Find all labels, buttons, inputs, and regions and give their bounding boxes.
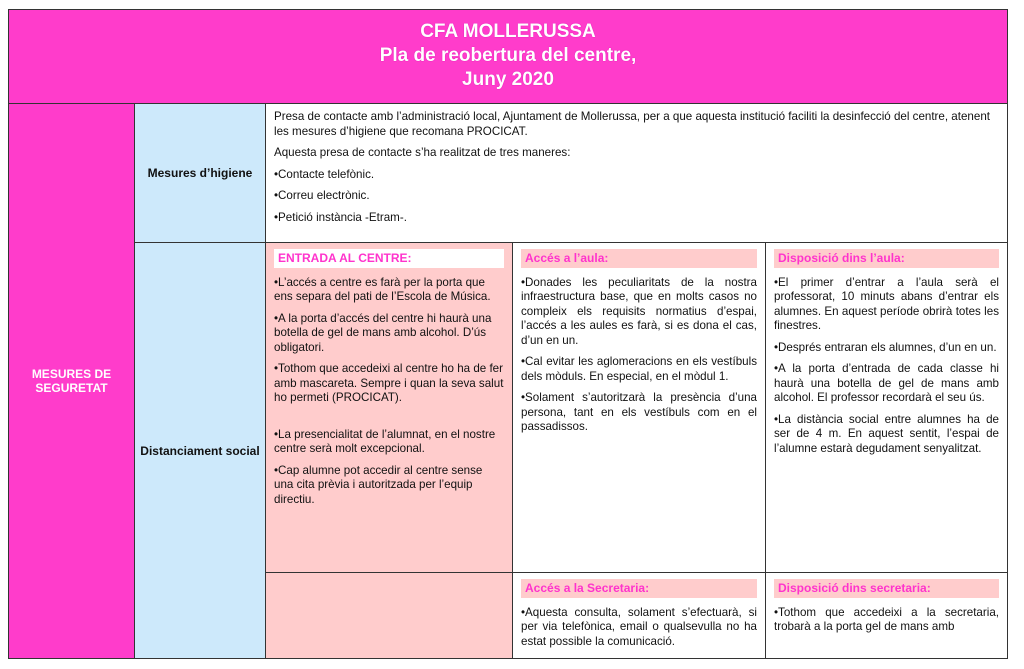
hygiene-label: Mesures d’higiene bbox=[134, 103, 266, 243]
acces-secretaria-section bbox=[512, 572, 766, 659]
list-item: •Tothom que accedeixi al centre ho ha de fer amb mascareta. Sempre i quan la seva salut ho permeti (PROCICAT). bbox=[274, 362, 504, 404]
disposicio-aula-section bbox=[765, 242, 1008, 573]
list-item: •L’accés a centre es farà per la porta que ens separa del pati de l’Escola de Música. bbox=[274, 275, 491, 303]
list-item: •La presencialitat de l’alumnat, en el nostre centre serà molt excepcional. bbox=[274, 427, 496, 455]
list-item: •Cap alumne pot accedir al centre sense una cita prèvia i autoritzada per l’equip directiu. bbox=[274, 463, 483, 506]
list-item: •Cal evitar les aglomeracions en els vestíbuls dels mòduls. En especial, en el mòdul 1. bbox=[521, 355, 757, 383]
empty-cell bbox=[265, 572, 513, 659]
list-item: •El primer d’entrar a l’aula serà el professorat, 10 minuts abans d’entrar els alumnes. En aquest període obrirà totes les finestres. bbox=[774, 275, 999, 332]
section-title: Disposició dins secretaria: bbox=[774, 579, 999, 598]
document-header bbox=[8, 9, 1008, 104]
section-title: Accés a la Secretaria: bbox=[521, 579, 757, 598]
header-subtitle: Pla de reobertura del centre, bbox=[379, 45, 637, 66]
section-title: Disposició dins l’aula: bbox=[774, 249, 999, 268]
distancing-label: Distanciament social bbox=[134, 242, 266, 659]
list-item: •A la porta d’accés del centre hi haurà una botella de gel de mans amb alcohol. D’ús obligatori. bbox=[274, 311, 492, 354]
hygiene-paragraph: Presa de contacte amb l’administració local, Ajuntament de Mollerussa, per a que aquesta institució faciliti la desinfecció del centre, atenent les mesures d’higiene que recomana PROCICAT. bbox=[274, 110, 990, 138]
list-item: •Després entraran els alumnes, d’un en un. bbox=[774, 340, 997, 354]
entrada-section bbox=[265, 242, 513, 573]
section-title: Accés a l’aula: bbox=[521, 249, 757, 268]
hygiene-item: •Correu electrònic. bbox=[274, 189, 370, 202]
section-title: ENTRADA AL CENTRE: bbox=[274, 249, 504, 268]
hygiene-item: •Petició instància -Etram-. bbox=[274, 210, 407, 224]
hygiene-item: •Contacte telefònic. bbox=[274, 167, 375, 181]
acces-aula-section bbox=[512, 242, 766, 573]
list-item: •Tothom que accedeixi a la secretaria, trobarà a la porta gel de mans amb bbox=[774, 605, 999, 633]
disposicio-secretaria-section bbox=[765, 572, 1008, 659]
list-item: •Aquesta consulta, solament s’efectuarà, si per via telefònica, email o qualsevulla no ha estat possible la comunicació. bbox=[521, 605, 757, 648]
hygiene-content bbox=[265, 103, 1008, 243]
list-item: •A la porta d’entrada de cada classe hi haurà una botella de gel de mans amb alcohol. El professor recordarà el seu ús. bbox=[774, 362, 999, 404]
list-item: •La distància social entre alumnes ha de ser de 4 m. En aquest sentit, l’espai de l’alumne estarà degudament senyalitzat. bbox=[774, 412, 999, 455]
list-item: •Donades les peculiaritats de la nostra infraestructura base, que en molts casos no compleix els requisits normatius d’espai, l’accés a les aules es farà, si es dona el cas, d’un en un. bbox=[521, 275, 757, 347]
hygiene-paragraph: Aquesta presa de contacte s’ha realitzat de tres maneres: bbox=[274, 146, 571, 159]
list-item: •Solament s’autoritzarà la presència d’una persona, tant en els vestíbuls com en el passadissos. bbox=[521, 391, 757, 433]
header-title: CFA MOLLERUSSA bbox=[420, 21, 596, 42]
side-label: MESURES DE SEGURETAT bbox=[8, 103, 135, 659]
header-date: Juny 2020 bbox=[462, 69, 554, 90]
